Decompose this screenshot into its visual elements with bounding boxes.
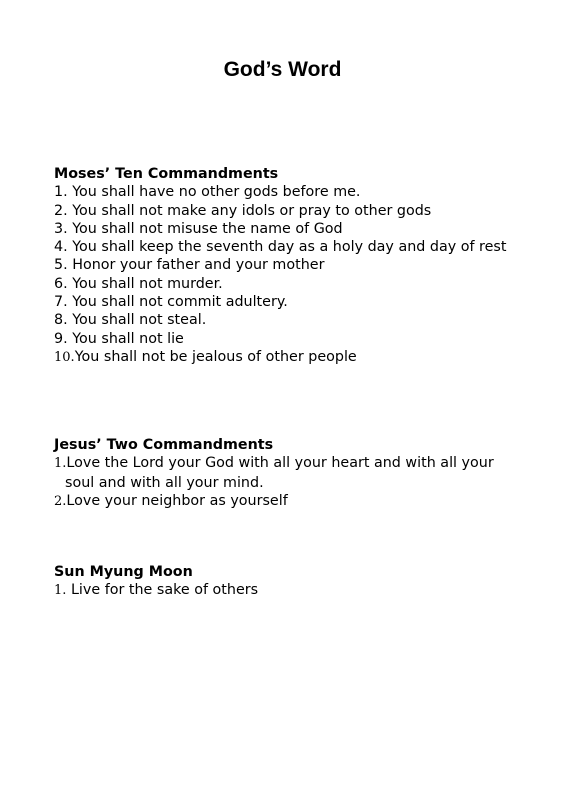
item-number: 3. (54, 220, 68, 237)
item-text: You shall not be jealous of other people (74, 348, 357, 365)
item-text: Live for the sake of others (66, 582, 259, 599)
list-item (54, 330, 524, 348)
list-item (54, 202, 524, 220)
page-title: God’s Word (223, 58, 342, 81)
section-sun-myung-moon (54, 563, 524, 601)
section-jesus-commandments (54, 436, 524, 511)
list-item (54, 256, 524, 274)
list-item (54, 492, 524, 511)
list-item (54, 348, 524, 367)
list-item (54, 238, 524, 256)
item-number: 9. (54, 330, 68, 347)
item-number: 2. (54, 202, 68, 219)
list-item (54, 581, 524, 600)
teaching-list (54, 581, 524, 600)
item-number: 10. (54, 349, 75, 365)
item-number: 1. (54, 583, 67, 599)
item-number: 8. (54, 312, 68, 329)
item-text: Love the Lord your God with all your heart and with all your soul and with all your mind. (65, 455, 494, 491)
item-number: 7. (54, 294, 68, 311)
item-text: You shall not murder. (67, 275, 223, 292)
section-heading: Sun Myung Moon (54, 564, 193, 580)
item-text: You shall keep the seventh day as a holy day and day of rest (67, 239, 507, 256)
item-number: 1. (54, 184, 68, 201)
section-moses-commandments (54, 165, 524, 367)
commandment-list (54, 454, 524, 511)
commandment-list (54, 183, 524, 367)
item-text: Love your neighbor as yourself (66, 492, 288, 509)
item-text: You shall not lie (67, 330, 184, 347)
list-item (54, 454, 524, 492)
item-number: 6. (54, 275, 68, 292)
section-heading: Jesus’ Two Commandments (54, 437, 274, 453)
list-item (54, 183, 524, 201)
item-text: You shall not steal. (67, 312, 207, 329)
item-number: 5. (54, 257, 68, 274)
item-number: 4. (54, 239, 68, 256)
item-number: 1. (54, 456, 67, 472)
item-number: 2. (54, 493, 67, 509)
list-item (54, 220, 524, 238)
section-heading: Moses’ Ten Commandments (54, 166, 279, 182)
item-text: You shall not commit adultery. (67, 294, 288, 311)
list-item (54, 293, 524, 311)
list-item (54, 311, 524, 329)
item-text: Honor your father and your mother (67, 257, 325, 274)
item-text: You shall not misuse the name of God (67, 220, 343, 237)
item-text: You shall not make any idols or pray to other gods (67, 202, 432, 219)
item-text: You shall have no other gods before me. (67, 184, 361, 201)
list-item (54, 275, 524, 293)
